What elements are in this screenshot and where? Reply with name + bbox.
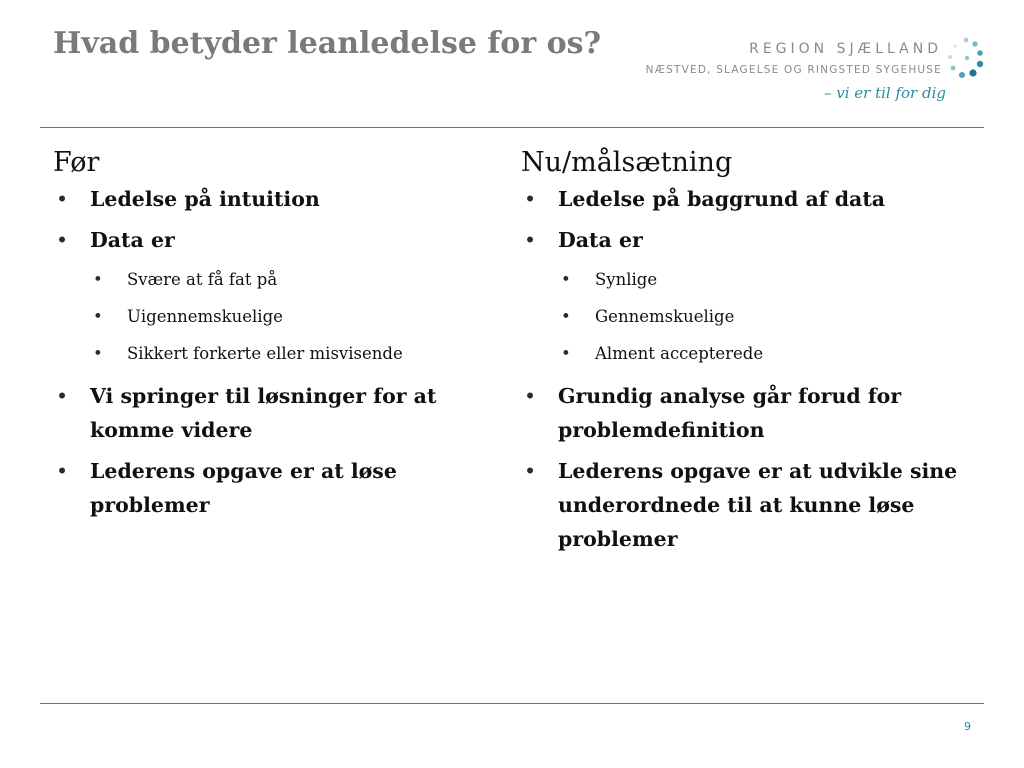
logo-hospitals-subtitle: NÆSTVED, SLAGELSE OG RINGSTED SYGEHUSE [645, 64, 942, 76]
before-heading: Før [53, 147, 100, 178]
slide-title: Hvad betyder leanledelse for os? [53, 26, 602, 61]
logo-tagline: – vi er til for dig [823, 84, 946, 102]
before-column [53, 147, 503, 529]
logo-region-name: REGION SJÆLLAND [749, 41, 942, 57]
sub-bullet-item: • Gennemskuelige [558, 298, 981, 335]
logo-dots-icon [946, 36, 986, 80]
now-goal-heading: Nu/målsætning [521, 147, 733, 178]
bullet-item: • Lederens opgave er at løse problemer [53, 454, 503, 522]
bullet-text: Data er [558, 228, 643, 252]
now-goal-bullet-list [521, 182, 981, 556]
sub-bullet-item: • Sikkert forkerte eller misvisende [90, 335, 503, 372]
page-number: 9 [964, 720, 971, 733]
bullet-item: • Ledelse på baggrund af data [521, 182, 981, 216]
bullet-item [53, 223, 503, 372]
sub-bullet-item: • Uigennemskuelige [90, 298, 503, 335]
bullet-text: Data er [90, 228, 175, 252]
top-divider [40, 127, 984, 128]
bullet-item: • Lederens opgave er at udvikle sine underordnede til at kunne løse problemer [521, 454, 981, 556]
sub-bullet-list [558, 261, 981, 372]
bottom-divider [40, 703, 984, 704]
bullet-item [521, 223, 981, 372]
sub-bullet-list [90, 261, 503, 372]
bullet-item: • Ledelse på intuition [53, 182, 503, 216]
bullet-item: • Grundig analyse går forud for problemdefinition [521, 379, 981, 447]
now-goal-column [521, 147, 981, 563]
sub-bullet-item: • Alment accepterede [558, 335, 981, 372]
region-sjaelland-logo [636, 36, 986, 116]
sub-bullet-item: • Svære at få fat på [90, 261, 503, 298]
sub-bullet-item: • Synlige [558, 261, 981, 298]
bullet-item: • Vi springer til løsninger for at komme videre [53, 379, 503, 447]
before-bullet-list [53, 182, 503, 522]
